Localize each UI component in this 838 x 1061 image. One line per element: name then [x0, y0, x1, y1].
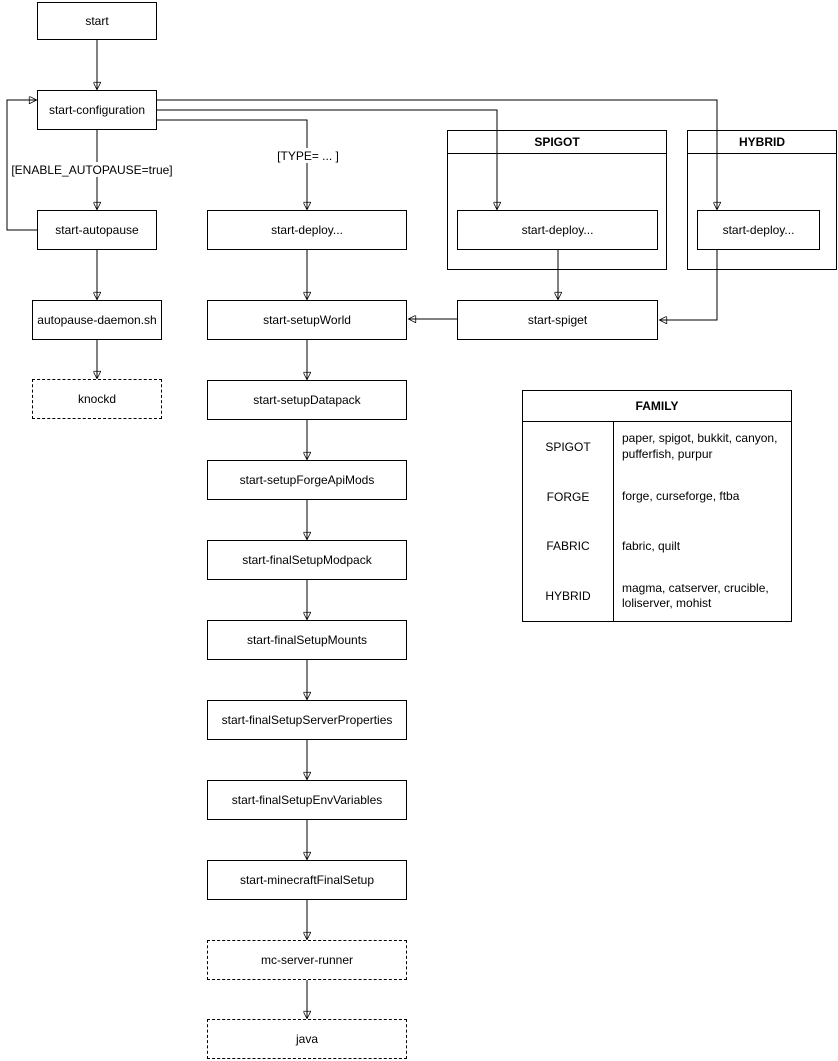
node-start-finalsetupmounts: start-finalSetupMounts	[207, 620, 407, 660]
family-name: HYBRID	[545, 589, 591, 604]
family-name: FABRIC	[546, 539, 590, 554]
family-row-spigot	[523, 422, 791, 472]
edge-configuration-to-deploy	[157, 120, 307, 209]
node-start-finalsetupenvvariables: start-finalSetupEnvVariables	[207, 780, 407, 820]
node-start-autopause: start-autopause	[37, 210, 157, 250]
family-table	[522, 390, 792, 622]
node-start-setupworld: start-setupWorld	[207, 300, 407, 340]
node-java: java	[207, 1019, 407, 1059]
node-start-setupforgeapimods: start-setupForgeApiMods	[207, 460, 407, 500]
node-start-configuration: start-configuration	[37, 90, 157, 130]
edge-label-type: [TYPE= ... ]	[277, 148, 339, 163]
family-members: magma, catserver, crucible, loliserver, mohist	[622, 580, 769, 611]
family-table-divider	[613, 422, 614, 621]
node-start-setupdatapack: start-setupDatapack	[207, 380, 407, 420]
node-knockd: knockd	[32, 379, 162, 419]
family-name: FORGE	[546, 489, 590, 504]
node-spigot-deploy: start-deploy...	[457, 210, 658, 250]
node-autopause-daemon: autopause-daemon.sh	[32, 300, 162, 340]
family-members: forge, curseforge, ftba	[622, 488, 740, 503]
edge-hybrid-deploy-to-spiget	[660, 250, 717, 320]
family-table-body	[523, 422, 791, 621]
node-mc-server-runner: mc-server-runner	[207, 940, 407, 980]
family-name: SPIGOT	[545, 439, 591, 454]
node-start-minecraftfinalsetup: start-minecraftFinalSetup	[207, 860, 407, 900]
hybrid-group-title: HYBRID	[688, 131, 836, 154]
family-row-hybrid	[523, 571, 791, 621]
node-start-finalsetupmodpack: start-finalSetupModpack	[207, 540, 407, 580]
family-members: paper, spigot, bukkit, canyon, pufferfish, purpur	[622, 431, 778, 461]
family-row-fabric	[523, 522, 791, 572]
node-start-spiget: start-spiget	[457, 300, 658, 340]
node-start-deploy: start-deploy...	[207, 210, 407, 250]
edge-configuration-to-hybrid-deploy	[157, 100, 717, 209]
node-start-finalsetupserverproperties: start-finalSetupServerProperties	[207, 700, 407, 740]
family-row-forge	[523, 472, 791, 522]
spigot-group-title: SPIGOT	[448, 131, 666, 154]
node-hybrid-deploy: start-deploy...	[697, 210, 820, 250]
edge-label-enable-autopause: [ENABLE_AUTOPAUSE=true]	[9, 162, 175, 177]
family-table-title: FAMILY	[523, 391, 791, 422]
node-start: start	[37, 2, 157, 40]
family-members: fabric, quilt	[622, 538, 681, 553]
